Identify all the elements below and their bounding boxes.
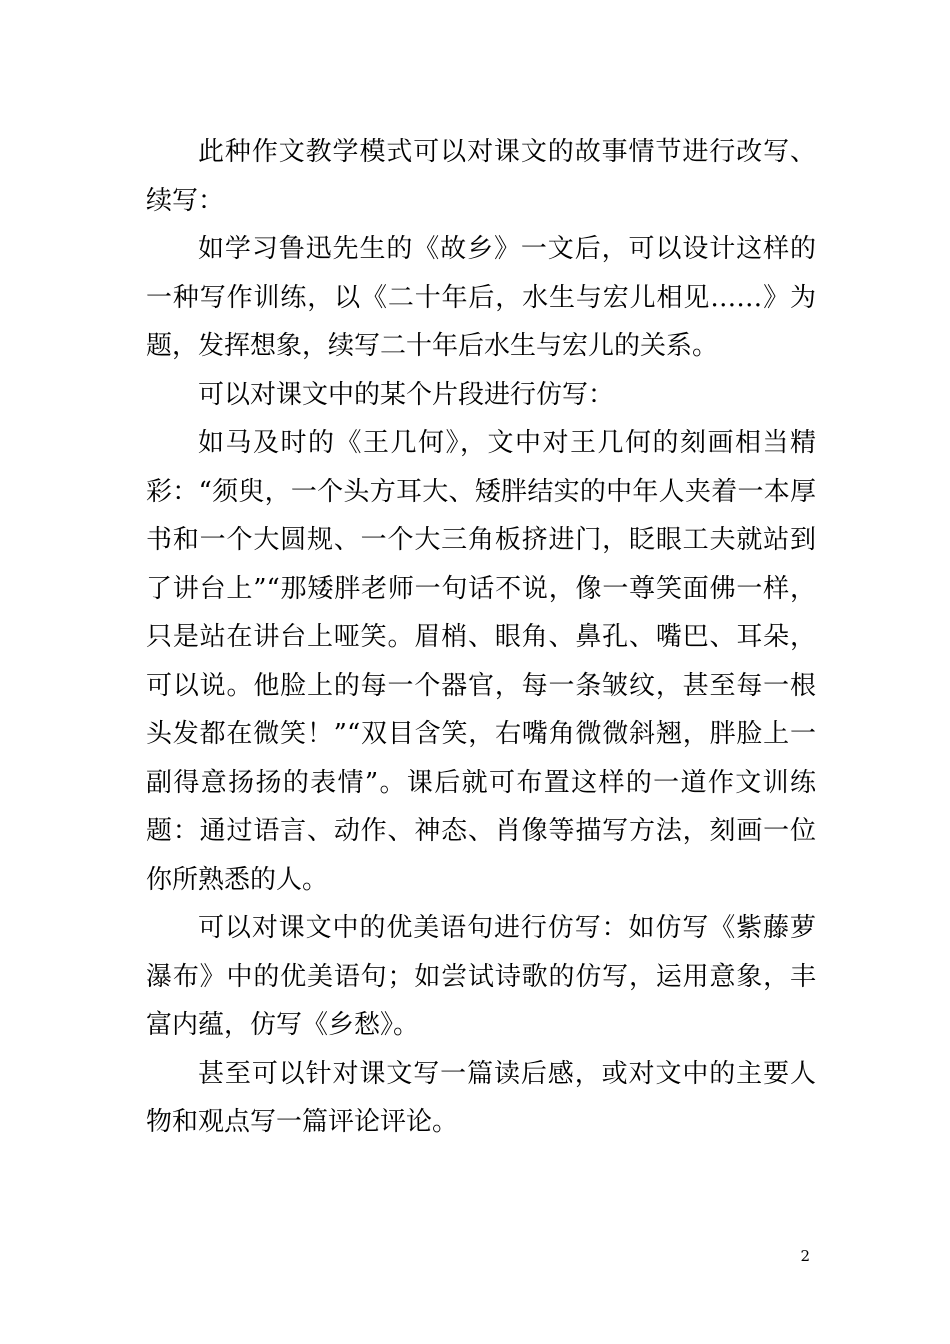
- paragraph-wang-jihe-example: 如马及时的《王几何》，文中对王几何的刻画相当精彩：“须臾，一个头方耳大、矮胖结实的中年人夹着一本厚书和一个大圆规、一个大三角板挤进门，眨眼工夫就站到了讲台上”“那矮胖老师一句话不说，像一尊笑面佛一样，只是站在讲台上哑笑。眉梢、眼角、鼻孔、嘴巴、耳朵，可以说。他脸上的每一个器官，每一条皱纹，甚至每一根头发都在微笑！”“双目含笑，右嘴角微微斜翘，胖脸上一副得意扬扬的表情”。课后就可布置这样的一道作文训练题：通过语言、动作、神态、肖像等描写方法，刻画一位你所熟悉的人。: [146, 428, 816, 895]
- paragraph-hometown-example: 如学习鲁迅先生的《故乡》一文后，可以设计这样的一种写作训练，以《二十年后，水生与宏儿相见……》为题，发挥想象，续写二十年后水生与宏儿的关系。: [146, 234, 816, 361]
- page-number: 2: [800, 1247, 810, 1265]
- paragraph-review-essay: 甚至可以针对课文写一篇读后感，或对文中的主要人物和观点写一篇评论评论。: [146, 1058, 816, 1137]
- paragraph-imitate-sentences: 可以对课文中的优美语句进行仿写：如仿写《紫藤萝瀑布》中的优美语句；如尝试诗歌的仿写，运用意象，丰富内蕴，仿写《乡愁》。: [146, 913, 816, 1040]
- paragraph-imitate-passage: 可以对课文中的某个片段进行仿写：: [198, 379, 615, 410]
- paragraph-rewrite-intro: 此种作文教学模式可以对课文的故事情节进行改写、续写：: [146, 137, 816, 216]
- body-text: [146, 128, 816, 1147]
